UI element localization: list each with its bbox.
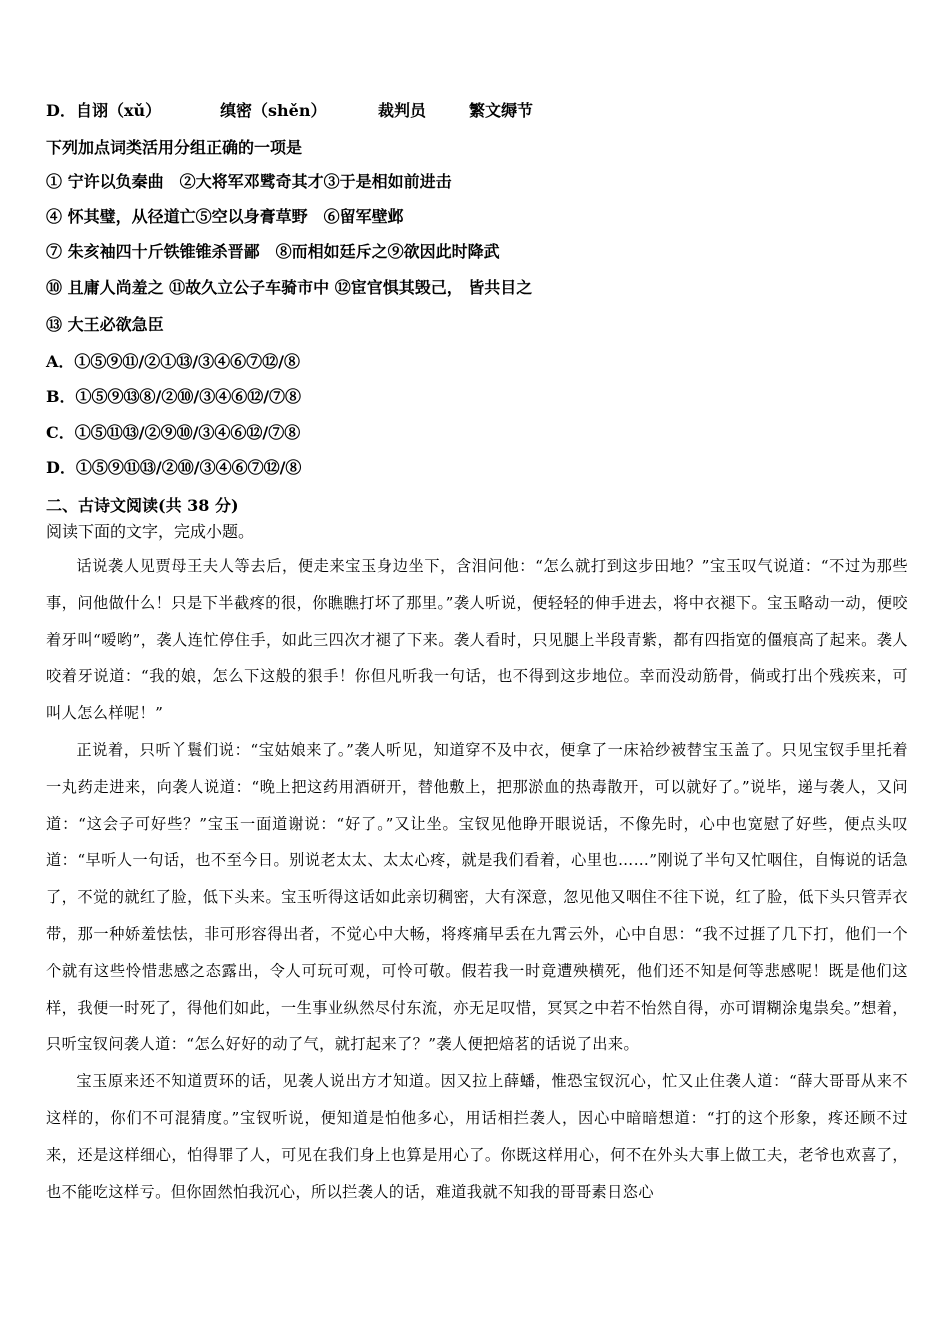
question-line: ⑦ 朱亥袖四十斤铁锥锥杀晋鄙 ⑧而相如廷斥之⑨欲因此时降武 [46, 242, 500, 261]
passage-paragraph: 宝玉原来还不知道贾环的话，见袭人说出方才知道。因又拉上薛蟠，惟恐宝钗沉心，忙又止住袭人道：“薛大哥哥从来不这样的，你们不可混猜度。”宝钗听说，便知道是怕他多心，用话相拦袭人，因心中暗暗想道：“打的这个形象，疼还顾不过来，还是这样细心，怕得罪了人，可见在我们身上也算是用心了。你既这样用心，何不在外头大事上做工夫，老爷也欢喜了，也不能吃这样亏。但你固然怕我沉心，所以拦袭人的话，难道我就不知我的哥哥素日恣心 [46, 1072, 908, 1201]
choice-b: B．①⑤⑨⑬⑧/②⑩/③④⑥⑫/⑦⑧ [46, 387, 302, 406]
reading-passage [46, 548, 908, 1210]
option-d-item: 缜密（shěn） [220, 101, 327, 120]
question-line: ⑩ 且庸人尚羞之 ⑪故久立公子车骑市中 ⑫宦官惧其毁己， 皆共目之 [46, 278, 533, 297]
choice-d: D．①⑤⑨⑪⑬/②⑩/③④⑥⑦⑫/⑧ [46, 458, 302, 477]
passage-paragraph: 正说着，只听丫鬟们说：“宝姑娘来了。”袭人听见，知道穿不及中衣，便拿了一床袷纱被替宝玉盖了。只见宝钗手里托着一丸药走进来，向袭人说道：“晚上把这药用酒研开，替他敷上，把那淤血的热毒散开，可以就好了。”说毕，递与袭人，又问道：“这会子可好些？”宝玉一面道谢说：“好了。”又让坐。宝钗见他睁开眼说话，不像先时，心中也宽慰了好些，便点头叹道：“早听人一句话，也不至今日。别说老太太、太太心疼，就是我们看着，心里也……”刚说了半句又忙咽住，自悔说的话急了，不觉的就红了脸，低下头来。宝玉听得这话如此亲切稠密，大有深意，忽见他又咽住不往下说，红了脸，低下头只管弄衣带，那一种娇羞怯怯，非可形容得出者，不觉心中大畅，将疼痛早丢在九霄云外，心中自思：“我不过捱了几下打，他们一个个就有这些怜惜悲感之态露出，令人可玩可观，可怜可敬。假若我一时竟遭殃横死，他们还不知是何等悲感呢！既是他们这样，我便一时死了，得他们如此，一生事业纵然尽付东流，亦无足叹惜，冥冥之中若不怡然自得，亦可谓糊涂鬼祟矣。”想着，只听宝钗问袭人道：“怎么好好的动了气，就打起来了？”袭人便把焙茗的话说了出来。 [46, 740, 908, 1054]
passage-paragraph: 话说袭人见贾母王夫人等去后，便走来宝玉身边坐下，含泪问他：“怎么就打到这步田地？”宝玉叹气说道：“不过为那些事，问他做什么！只是下半截疼的很，你瞧瞧打坏了那里。”袭人听说，便轻轻的伸手进去，将中衣褪下。宝玉略动一动，便咬着牙叫“嗳哟”，袭人连忙停住手，如此三四次才褪了下来。袭人看时，只见腿上半段青紫，都有四指宽的僵痕高了起来。袭人咬着牙说道：“我的娘，怎么下这般的狠手！你但凡听我一句话，也不得到这步地位。幸而没动筋骨，倘或打出个残疾来，可叫人怎么样呢！” [46, 557, 908, 723]
question-line: ⑬ 大王必欲急臣 [46, 315, 164, 334]
question-line: ④ 怀其璧，从径道亡⑤空以身膏草野 ⑥留军壁邺 [46, 207, 404, 226]
instruction: 阅读下面的文字，完成小题。 [46, 522, 255, 541]
section-title: 二、古诗文阅读(共 38 分) [46, 496, 239, 515]
option-d-item: 自诩（xǔ） [76, 101, 162, 120]
choice-a: A．①⑤⑨⑪/②①⑬/③④⑥⑦⑫/⑧ [46, 352, 300, 371]
choice-c: C．①⑤⑪⑬/②⑨⑩/③④⑥⑫/⑦⑧ [46, 423, 301, 442]
option-d-item: 裁判员 [378, 101, 427, 120]
option-d-label: D． [46, 101, 76, 120]
option-d-top [46, 101, 533, 121]
question-stem: 下列加点词类活用分组正确的一项是 [46, 138, 303, 157]
question-line: ① 宁许以负秦曲 ②大将军邓骘奇其才③于是相如前进击 [46, 172, 452, 191]
option-d-item: 繁文缛节 [469, 101, 534, 120]
